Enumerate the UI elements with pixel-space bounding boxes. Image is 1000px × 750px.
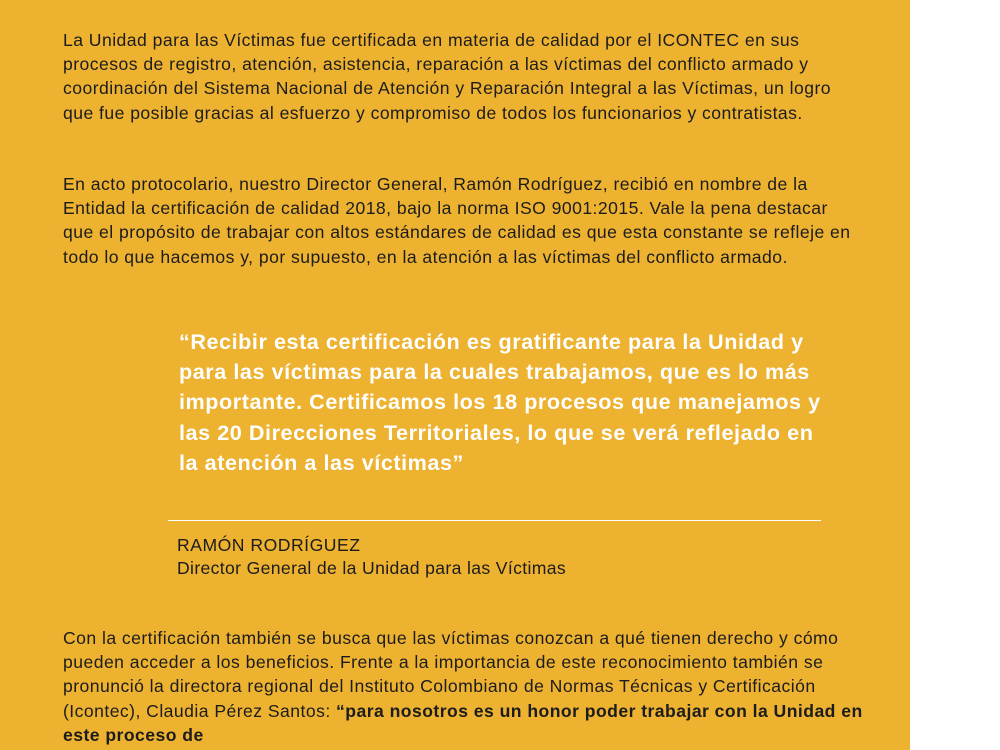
quote-author-title: Director General de la Unidad para las Víctimas [177, 558, 567, 578]
article-paragraph-3-quote: “para nosotros es un honor poder trabajar con la Unidad en este proceso de [63, 700, 863, 745]
pull-quote: “Recibir esta certificación es gratificante para la Unidad y para las víctimas para la cuales trabajamos, que es lo más importante. Certificamos los 18 procesos que manejamos y las 20 Direcciones Territoriales, lo que se verá reflejado en la atención a las víctimas” [179, 329, 821, 475]
quote-divider [168, 520, 821, 521]
page-right-margin [910, 0, 1000, 750]
quote-author-name: RAMÓN RODRÍGUEZ [177, 535, 361, 555]
article-paragraph-1: La Unidad para las Víctimas fue certificada en materia de calidad por el ICONTEC en sus procesos de registro, atención, asistencia, reparación a las víctimas del conflicto armado y coordinación del Sistema Nacional de Atención y Reparación Integral a las Víctimas, un logro que fue posible gracias al esfuerzo y compromiso de todos los funcionarios y contratistas. [63, 30, 832, 123]
article-paragraph-3 [63, 626, 863, 747]
article-paragraph-3-text: Con la certificación también se busca que las víctimas conozcan a qué tienen derecho y cómo pueden acceder a los beneficios. Frente a la importancia de este reconocimiento también se pronunció la directora regional del Instituto Colombiano de Normas Técnicas y Certificación (Icontec), Claudia Pérez Santos: [63, 628, 839, 721]
article-paragraph-2: En acto protocolario, nuestro Director General, Ramón Rodríguez, recibió en nombre de la Entidad la certificación de calidad 2018, bajo la norma ISO 9001:2015. Vale la pena destacar que el propósito de trabajar con altos estándares de calidad es que esta constante se refleje en todo lo que hacemos y, por supuesto, en la atención a las víctimas del conflicto armado. [63, 174, 851, 267]
